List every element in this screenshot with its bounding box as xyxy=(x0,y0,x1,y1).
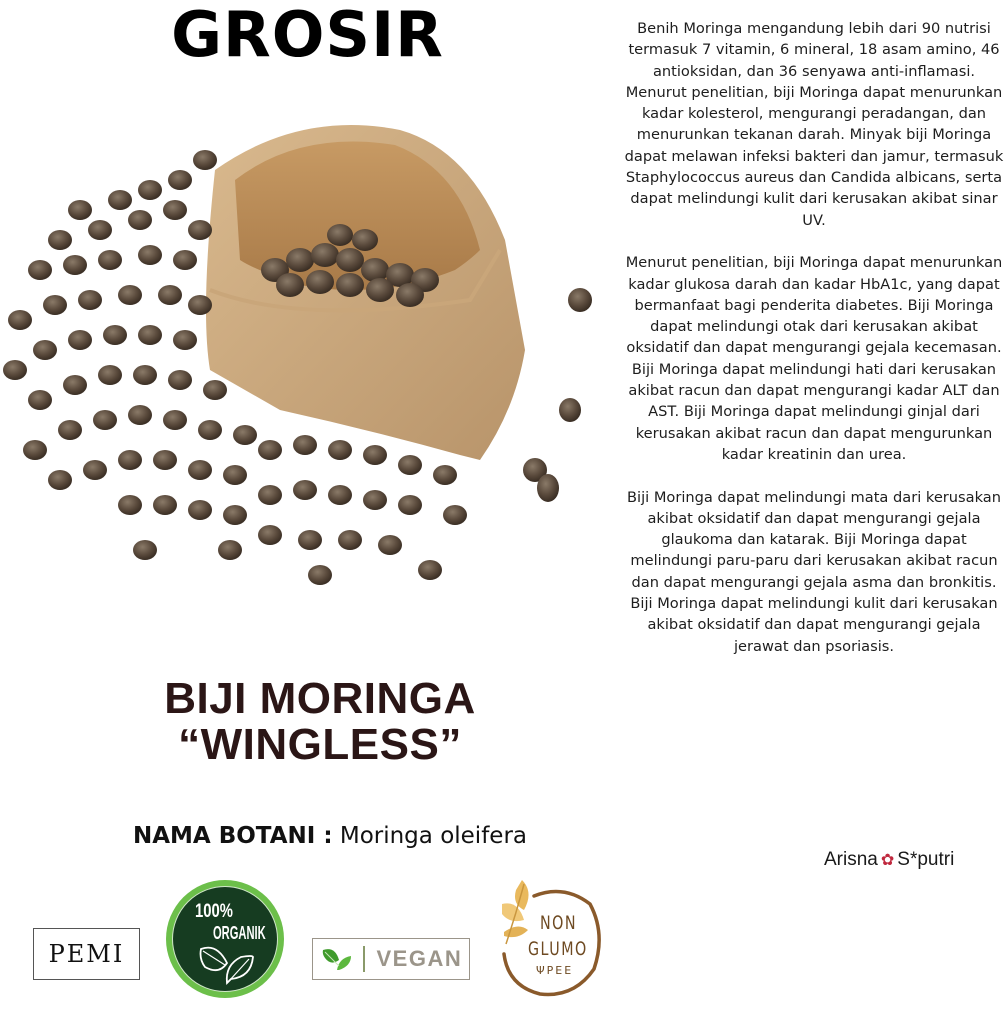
moringa-seeds-bag-illustration xyxy=(0,110,620,610)
non-gmo-line2: GLUMO xyxy=(528,938,588,960)
description xyxy=(622,18,1006,678)
flower-logo-icon: ✿ xyxy=(880,852,895,869)
vegan-label: VEGAN xyxy=(376,946,463,971)
product-photo xyxy=(0,110,620,610)
page-title: GROSIR xyxy=(171,0,444,71)
non-gmo-badge xyxy=(494,874,606,1002)
signature-part2: S*putri xyxy=(897,849,955,870)
organic-percent: 100% xyxy=(195,901,233,922)
divider xyxy=(363,946,365,972)
description-paragraph-1: Benih Moringa mengandung lebih dari 90 nutrisi termasuk 7 vitamin, 6 mineral, 18 asam amino, 46 antioksidan, dan 36 senyawa anti-inflamasi. Menurut penelitian, biji Moringa dapat menurunkan kadar kolesterol, mengurangi peradangan, dan menurunkan tekanan darah. Minyak biji Moringa dapat melawan infeksi bakteri dan jamur, termasuk Staphylococcus aureus dan Candida albicans, serta dapat melindungi kulit dari kerusakan akibat sinar UV. xyxy=(624,20,1004,229)
pemi-label: PEMI xyxy=(48,940,125,968)
pemi-badge xyxy=(33,928,140,980)
description-paragraph-2: Menurut penelitian, biji Moringa dapat menurunkan kadar glukosa darah dan kadar HbA1c, yang dapat bermanfaat bagi penderita diabetes. Biji Moringa dapat melindungi otak dari kerusakan akibat oksidatif dan dapat mengurangi gejala kecemasan. Biji Moringa dapat melindungi hati dari kerusakan akibat racun dan dapat mengurangi kadar ALT dan AST. Biji Moringa dapat melindungi ginjal dari kerusakan akibat racun dan dapat mengurunkan kadar kreatinin dan urea. xyxy=(625,254,1003,463)
product-name xyxy=(80,676,560,768)
botanical-value: Moringa oleifera xyxy=(339,823,527,849)
vegan-leaf-icon xyxy=(321,946,353,972)
non-gmo-line1: NON xyxy=(540,912,578,934)
organic-label: ORGANIK xyxy=(213,923,266,943)
botanical-name xyxy=(80,820,580,852)
product-name-line2: “WINGLESS” xyxy=(178,720,462,769)
product-name-line1: BIJI MORINGA xyxy=(164,674,476,723)
botanical-label: NAMA BOTANI : xyxy=(132,823,333,849)
non-gmo-line3: ΨPEE xyxy=(536,964,574,977)
author-signature xyxy=(824,846,954,874)
signature-part1: Arisna xyxy=(824,849,878,870)
leaf-icon xyxy=(197,943,257,987)
organic-badge xyxy=(166,880,284,998)
vegan-badge xyxy=(312,938,470,980)
description-paragraph-3: Biji Moringa dapat melindungi mata dari kerusakan akibat oksidatif dan dapat mengurangi gejala glaukoma dan katarak. Biji Moringa dapat melindungi paru-paru dari kerusakan akibat racun dan dapat mengurangi gejala asma dan bronkitis. Biji Moringa dapat melindungi kulit dari kerusakan akibat oksidatif dan dapat mengurangi gejala jerawat dan psoriasis. xyxy=(627,488,1001,655)
